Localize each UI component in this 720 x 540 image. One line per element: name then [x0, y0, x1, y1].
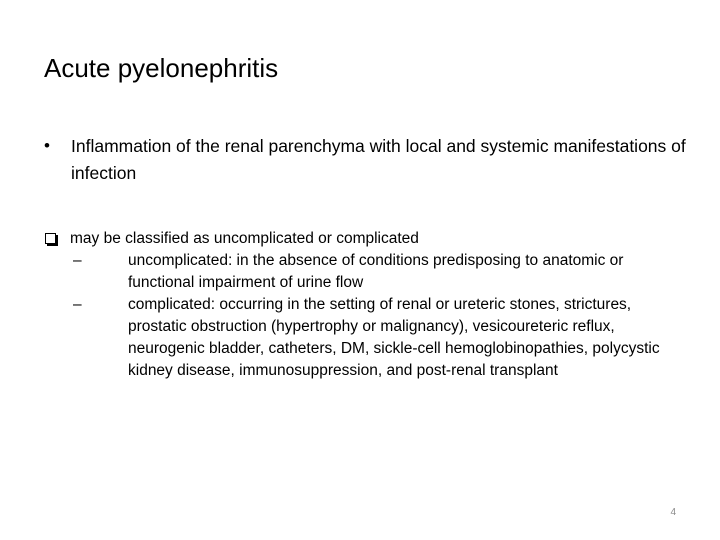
bullet-item-classification [44, 228, 694, 382]
sub-item-text: complicated: occurring in the setting of renal or ureteric stones, strictures, prostatic obstruction (hypertrophy or malignancy), vesicoureteric reflux, neurogenic bladder, catheters, DM, sickle-cell hemoglobinopathies, polycystic kidney disease, immunosuppression, and post-renal transplant [128, 296, 660, 379]
bullet-text: Inflammation of the renal parenchyma with local and systemic manifestations of infection [71, 136, 686, 183]
checkbox-icon [45, 233, 56, 244]
sub-item-complicated [73, 294, 692, 382]
bullet-text: may be classified as uncomplicated or complicated [70, 230, 419, 247]
slide-title: Acute pyelonephritis [44, 53, 279, 83]
dash-marker-icon: – [73, 296, 82, 313]
sub-item-uncomplicated [73, 250, 692, 294]
dash-marker-icon: – [73, 252, 82, 269]
bullet-dot-icon: • [44, 136, 50, 155]
sub-item-text: uncomplicated: in the absence of conditions predisposing to anatomic or functional impairment of urine flow [128, 252, 624, 291]
page-number: 4 [670, 507, 676, 518]
bullet-item-inflammation [44, 133, 694, 187]
